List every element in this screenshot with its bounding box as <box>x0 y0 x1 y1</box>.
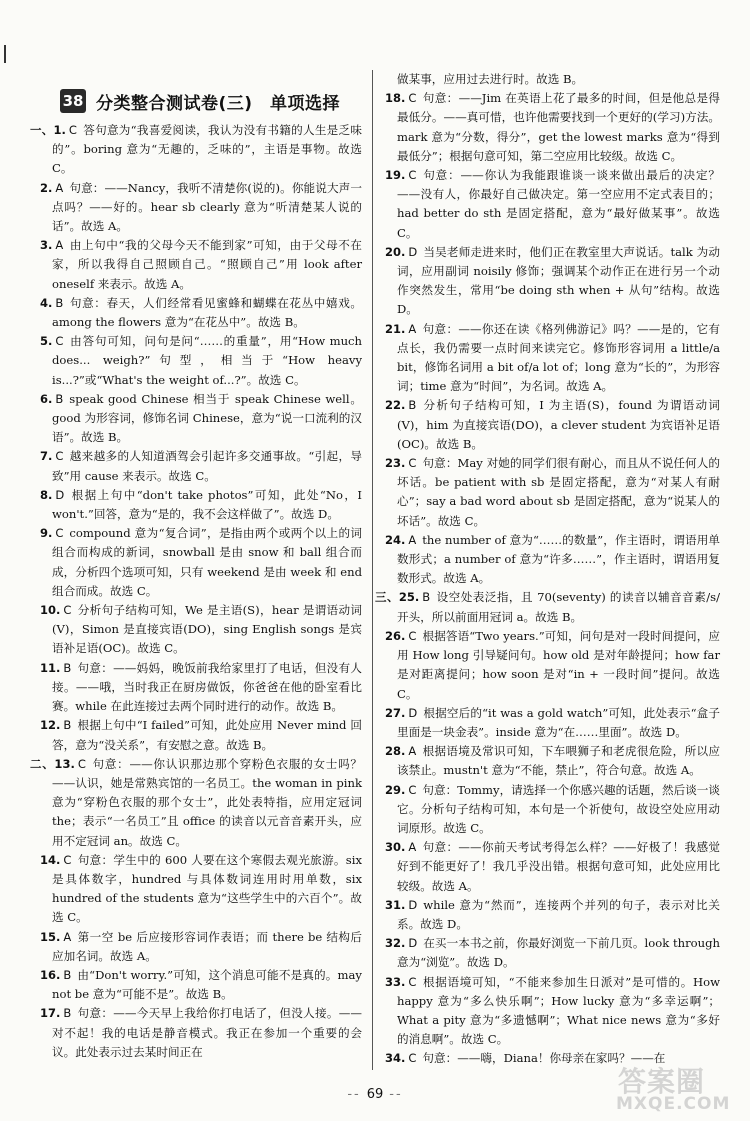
answer-letter: D <box>408 244 418 259</box>
answer-entry <box>385 742 720 780</box>
answer-letter: A <box>55 238 64 253</box>
answer-entry <box>30 121 362 179</box>
question-number: 6. <box>40 391 53 406</box>
answer-entry <box>30 524 362 601</box>
edge-mark <box>4 45 6 63</box>
explanation-text: 在买一本书之前，你最好浏览一下前几页。look through 意为“浏览”。故选 D。 <box>397 936 720 970</box>
answer-letter: C <box>408 168 417 183</box>
question-number: 20. <box>385 244 406 259</box>
answer-letter: B <box>422 590 431 605</box>
explanation-text: the number of 意为“……的数量”，作主语时，谓语用单数形式；a number of 意为“许多……”，作主语时，谓语用复数形式。故选 A。 <box>397 532 720 586</box>
answer-letter: C <box>408 456 417 471</box>
section-title <box>60 88 340 114</box>
answer-entry <box>30 486 362 524</box>
right-column <box>375 70 720 1069</box>
question-number: 32. <box>385 936 406 951</box>
watermark-en: MXQE.COM <box>616 1094 731 1114</box>
answer-entry <box>30 390 362 448</box>
answer-entry <box>385 781 720 839</box>
question-number: 24. <box>385 532 406 547</box>
answer-entry <box>385 243 720 320</box>
explanation-text: 句意：学生中的 600 人要在这个寒假去观光旅游。six 是具体数字，hundred 与具体数词连用时用单数，six hundred of the students 意为“这些学生中的六百个”。故选 C。 <box>52 852 362 925</box>
question-number: 4. <box>40 295 53 310</box>
explanation-text: 做某事，应用过去进行时。故选 B。 <box>397 72 584 86</box>
question-number: 17. <box>40 1006 61 1021</box>
explanation-text: 句意：——Nancy，我听不清楚你(说的)。你能说大声一点吗？——好的。hear sb clearly 意为“听清楚某人说的话”。故选 A。 <box>52 180 362 234</box>
answer-entry <box>385 70 720 89</box>
question-number: 5. <box>40 334 53 349</box>
answer-entry <box>30 659 362 717</box>
answer-entry <box>375 588 720 626</box>
question-number: 14. <box>40 852 61 867</box>
answer-letter: C <box>77 756 86 771</box>
question-number: 7. <box>40 449 53 464</box>
answer-letter: B <box>63 718 72 733</box>
answer-entry <box>385 89 720 166</box>
answer-letter: D <box>408 705 418 720</box>
answer-letter: C <box>55 334 64 349</box>
question-number: 30. <box>385 840 406 855</box>
left-column <box>30 121 362 1062</box>
answer-letter: B <box>63 660 72 675</box>
answer-letter: B <box>408 398 417 413</box>
answer-letter: A <box>408 744 417 759</box>
answer-entry <box>30 1004 362 1062</box>
explanation-text: 句意：春天，人们经常看见蜜蜂和蝴蝶在花丛中嬉戏。among the flowers 意为“在花丛中”。故选 B。 <box>52 295 362 330</box>
explanation-text: 根据答语“Two years.”可知，问句是对一段时间提问，应用 How long 引导疑问句。how old 是对年龄提问；how far 是对距离提问；how soon 是对“in + 一段时间”提问。故选 C。 <box>397 628 720 701</box>
explanation-text: 句意：——Jim 在英语上花了最多的时间，但是他总是得最低分。——真可惜，也许他需要找到一个更好的(学习)方法。mark 意为“分数，得分”，get the lowest marks 意为“得到最低分”；根据句意可知，第二空应用比较级。故选 C。 <box>397 91 720 163</box>
watermark-cn: 答案圈 <box>618 1065 706 1098</box>
answer-letter: B <box>55 295 64 310</box>
question-number: 18. <box>385 91 406 106</box>
answer-entry <box>385 531 720 589</box>
question-number: 22. <box>385 398 406 413</box>
question-number: 一、1. <box>30 123 66 137</box>
question-number: 19. <box>385 168 406 183</box>
question-number: 15. <box>40 929 61 944</box>
answer-entry <box>385 320 720 397</box>
explanation-text: 句意：——嗨，Diana！你母亲在家吗？——在 <box>422 1051 666 1066</box>
answer-letter: C <box>408 1051 417 1066</box>
question-number: 8. <box>40 487 53 502</box>
explanation-text: 根据上句中“don't take photos”可知，此处“No，I won't.”回答，意为“是的，我不会这样做了”。故选 D。 <box>52 487 362 522</box>
question-number: 三、25. <box>375 590 420 605</box>
question-number: 27. <box>385 705 406 720</box>
answer-letter: C <box>408 782 417 797</box>
explanation-text: 句意：——你还在读《格列佛游记》吗？——是的，它有点长，我仍需要一点时间来读完它。修饰形容词用 a little/a bit，修饰名词用 a bit of/a lot of；long 意为“长的”，为形容词；time 意为“时间”，为名词。故选 A。 <box>397 321 720 394</box>
explanation-text: 分析句子结构可知，We 是主语(S)，hear 是谓语动词(V)，Simon 是直接宾语(DO)，sing English songs 是宾语补足语(OC)。故选 C。 <box>52 603 362 656</box>
answer-letter: C <box>68 123 77 137</box>
answer-letter: C <box>55 449 64 464</box>
question-number: 31. <box>385 897 406 912</box>
answer-letter: C <box>63 603 72 618</box>
answer-letter: A <box>408 532 417 547</box>
question-number: 3. <box>40 238 53 253</box>
question-number: 9. <box>40 526 53 541</box>
explanation-text: 句意：——今天早上我给你打电话了，但没人接。——对不起！我的电话是静音模式。我正在参加一个重要的会议。此处表示过去某时间正在 <box>52 1006 362 1059</box>
answer-entry <box>30 716 362 754</box>
answer-letter: C <box>408 628 417 643</box>
answer-entry <box>385 627 720 704</box>
explanation-text: 根据语境可知，“不能来参加生日派对”是可惜的。How happy 意为“多么快乐啊”；How lucky 意为“多幸运啊”；What a pity 意为“多遗憾啊”；What nice news 意为“多好的消息啊”。故选 C。 <box>397 974 720 1047</box>
question-number: 28. <box>385 744 406 759</box>
answer-letter: C <box>55 526 64 541</box>
page-number-value: 69 <box>366 1087 384 1102</box>
explanation-text: 句意：Tommy，请选择一个你感兴趣的话题，然后谈一谈它。分析句子结构可知，本句是一个祈使句，故设空处应用动词原形。故选 C。 <box>397 782 720 835</box>
explanation-text: 根据语境及常识可知，下车喂狮子和老虎很危险，所以应该禁止。mustn't 意为“不能，禁止”，符合句意。故选 A。 <box>397 744 720 778</box>
explanation-text: 根据上句中“I failed”可知，此处应用 Never mind 回答，意为“没关系”，有安慰之意。故选 B。 <box>52 718 362 752</box>
answer-entry <box>385 934 720 972</box>
question-number: 29. <box>385 782 406 797</box>
explanation-text: speak good Chinese 相当于 speak Chinese well。good 为形容词，修饰名词 Chinese，意为“说一口流利的汉语”。故选 B。 <box>52 391 362 445</box>
watermark-logo <box>614 1060 734 1116</box>
explanation-text: while 意为“然而”，连接两个并列的句子，表示对比关系。故选 D。 <box>397 897 720 931</box>
question-number: 10. <box>40 603 61 618</box>
answer-letter: C <box>408 91 417 106</box>
explanation-text: 设空处表泛指，且 70(seventy) 的读音以辅音音素/s/开头，所以前面用冠词 a。故选 B。 <box>397 590 720 624</box>
answer-letter: B <box>63 1006 72 1021</box>
answer-letter: B <box>63 967 72 982</box>
explanation-text: 当吴老师走进来时，他们正在教室里大声说话。talk 为动词，应用副词 noisily 修饰；强调某个动作正在进行另一个动作突然发生，常用“be doing sth when + 从句”结构。故选 D。 <box>397 244 720 317</box>
question-number: 11. <box>40 660 61 675</box>
answer-letter: D <box>408 936 418 951</box>
answer-letter: A <box>408 840 417 855</box>
page-number: -- 69 -- <box>347 1087 403 1102</box>
explanation-text: 分析句子结构可知，I 为主语(S)，found 为谓语动词(V)，him 为直接宾语(DO)，a clever student 为宾语补足语(OC)。故选 B。 <box>397 398 720 451</box>
explanation-text: 答句意为“我喜爱阅读，我认为没有书籍的人生是乏味的”。boring 意为“无趣的，乏味的”，主语是事物。故选 C。 <box>52 123 362 176</box>
explanation-text: 句意：——你认为我能跟谁谈一谈来做出最后的决定？——没有人，你最好自己做决定。第一空应用不定式表目的；had better do sth 是固定搭配，意为“最好做某事”。故选 C。 <box>397 168 720 240</box>
question-number: 16. <box>40 967 61 982</box>
title-text: 分类整合测试卷(三) 单项选择 <box>96 93 341 114</box>
question-number: 2. <box>40 180 53 195</box>
explanation-text: 第一空 be 后应接形容词作表语；而 there be 结构后应加名词。故选 A。 <box>52 929 362 963</box>
question-number: 33. <box>385 974 406 989</box>
answer-letter: C <box>63 852 72 867</box>
question-number: 23. <box>385 456 406 471</box>
explanation-text: 句意：——你前天考试考得怎么样？——好极了！我感觉好到不能更好了！我几乎没出错。根据句意可知，此处应用比较级。故选 A。 <box>397 840 720 893</box>
title-badge: 38 <box>60 89 86 113</box>
column-divider <box>372 70 373 1070</box>
answer-letter: C <box>408 974 417 989</box>
explanation-text: 由“Don't worry.”可知，这个消息可能不是真的。may not be 意为“可能不是”。故选 B。 <box>52 967 362 1002</box>
explanation-text: 句意：May 对她的同学们很有耐心，而且从不说任何人的坏话。be patient with sb 是固定搭配，意为“对某人有耐心”；say a bad word about sb 是固定搭配，意为“说某人的坏话”。故选 C。 <box>397 456 720 528</box>
question-number: 二、13. <box>30 756 75 771</box>
answer-letter: D <box>408 897 418 912</box>
answer-letter: B <box>55 391 64 406</box>
answer-entry <box>30 236 362 294</box>
answer-entry <box>30 755 362 851</box>
explanation-text: 句意：——妈妈，晚饭前我给家里打了电话，但没有人接。——哦，当时我正在厨房做饭，你爸爸在他的卧室看比赛。while 在此连接过去两个同时进行的动作。故选 B。 <box>52 660 362 714</box>
answer-letter: A <box>408 321 417 336</box>
question-number: 21. <box>385 321 406 336</box>
answer-letter: A <box>63 929 72 944</box>
explanation-text: compound 意为“复合词”，是指由两个或两个以上的词组合而构成的新词，snowball 是由 snow 和 ball 组合而成，分析四个选项可知，只有 weekend 是由 week 和 end 组合而成。故选 C。 <box>52 526 362 598</box>
answer-letter: D <box>55 487 65 502</box>
answer-entry <box>385 166 720 243</box>
answer-entry <box>30 332 362 390</box>
answer-entry <box>30 966 362 1004</box>
answer-entry <box>30 294 362 332</box>
answer-entry <box>385 704 720 742</box>
answer-entry <box>385 454 720 531</box>
explanation-text: 由上句中“我的父母今天不能到家”可知，由于父母不在家，所以我得自己照顾自己。“照顾自己”用 look after oneself 来表示。故选 A。 <box>52 238 362 291</box>
answer-entry <box>385 838 720 896</box>
answer-entry <box>385 973 720 1050</box>
answer-entry <box>385 396 720 454</box>
explanation-text: 越来越多的人知道酒驾会引起许多交通事故。“引起，导致”用 cause 来表示。故选 C。 <box>52 449 362 483</box>
question-number: 12. <box>40 718 61 733</box>
answer-entry <box>385 896 720 934</box>
explanation-text: 根据空后的“it was a gold watch”可知，此处表示“盒子里面是一块金表”。inside 意为“在……里面”。故选 D。 <box>397 705 720 739</box>
answer-letter: A <box>55 180 64 195</box>
answer-entry <box>30 447 362 485</box>
explanation-text: 由答句可知，问句是问“……的重量”，用“How much does... weigh?”句型，相当于“How heavy is...?”或“What's the weight of...?”。故选 C。 <box>52 334 362 387</box>
explanation-text: 句意：——你认识那边那个穿粉色衣服的女士吗？——认识，她是常熟宾馆的一名员工。the woman in pink 意为“穿粉色衣服的那个女士”，此处表特指，应用定冠词 the；表示“一名员工”且 office 的读音以元音音素开头，应用不定冠词 an。故选 C。 <box>52 756 362 848</box>
answer-entry <box>30 601 362 659</box>
question-number: 26. <box>385 628 406 643</box>
answer-entry <box>30 928 362 966</box>
answer-entry <box>30 851 362 928</box>
answer-entry <box>30 179 362 237</box>
question-number: 34. <box>385 1051 406 1066</box>
